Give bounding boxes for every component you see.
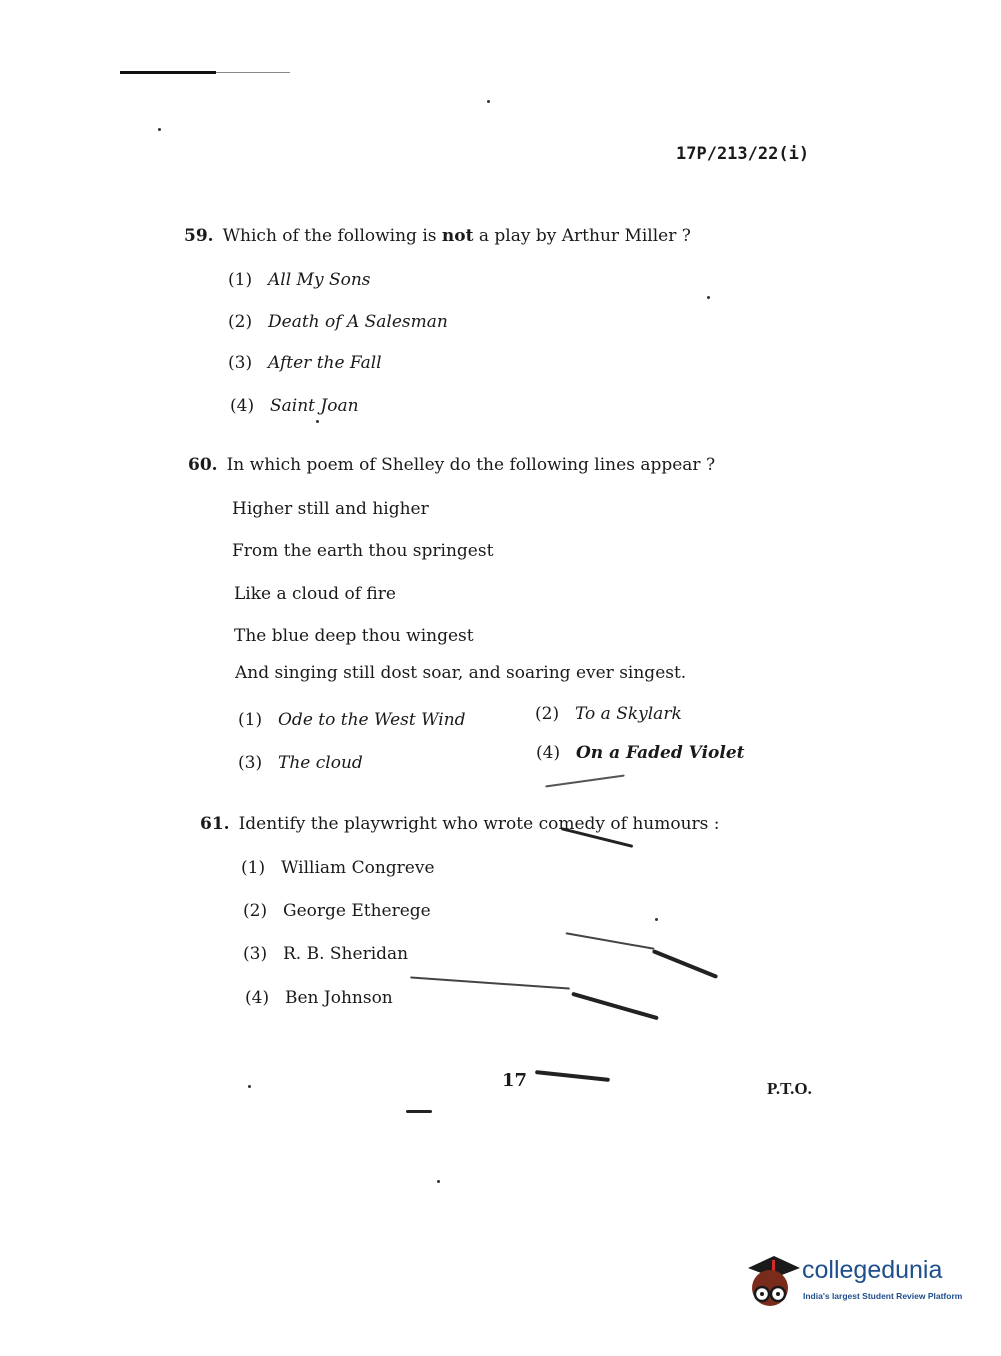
question-61 — [200, 814, 720, 834]
option — [238, 753, 363, 773]
option-text: All My Sons — [268, 270, 371, 290]
option-text: To a Skylark — [575, 704, 682, 724]
scan-mark — [545, 774, 624, 787]
scan-dot — [655, 918, 658, 921]
poem-line: Like a cloud of fire — [234, 584, 396, 604]
option-text: After the Fall — [268, 353, 382, 373]
option-index: (2) — [535, 704, 560, 724]
question-text-end: a play by Arthur Miller ? — [473, 226, 691, 246]
option-text: R. B. Sheridan — [283, 944, 409, 964]
option-index: (2) — [228, 312, 253, 332]
option-text: Ode to the West Wind — [278, 710, 466, 730]
scan-dot — [487, 100, 490, 103]
option-index: (1) — [228, 270, 253, 290]
option-index: (3) — [243, 944, 268, 964]
question-number: 61. — [200, 814, 230, 834]
option-index: (3) — [238, 753, 263, 773]
question-59 — [184, 226, 691, 246]
scan-mark — [652, 949, 718, 979]
question-text-start: Which of the following is — [222, 226, 442, 246]
option — [228, 312, 448, 332]
option — [536, 743, 745, 763]
scan-mark — [406, 1110, 432, 1113]
header-rule-thin — [216, 72, 290, 73]
question-60 — [188, 455, 715, 475]
option-text: Death of A Salesman — [268, 312, 448, 332]
option-text: On a Faded Violet — [576, 743, 745, 763]
question-number: 60. — [188, 455, 218, 475]
scan-dot — [316, 420, 319, 423]
option — [228, 353, 382, 373]
option-index: (1) — [238, 710, 263, 730]
option — [535, 704, 682, 724]
option-text: George Etherege — [283, 901, 431, 921]
scan-dot — [158, 128, 161, 131]
option-index: (4) — [536, 743, 561, 763]
option-text: Ben Johnson — [285, 988, 393, 1008]
page-number: 17 — [502, 1070, 528, 1091]
scan-dot — [248, 1085, 251, 1088]
scan-mark — [535, 1070, 610, 1082]
option — [230, 396, 359, 416]
scan-mark — [566, 932, 655, 950]
option-text: The cloud — [278, 753, 363, 773]
scan-dot — [707, 296, 710, 299]
header-rule — [120, 71, 216, 74]
poem-line: Higher still and higher — [232, 499, 429, 519]
option-index: (2) — [243, 901, 268, 921]
poem-line: From the earth thou springest — [232, 541, 494, 561]
question-text: In which poem of Shelley do the following lines appear ? — [226, 455, 716, 475]
collegedunia-watermark — [744, 1250, 970, 1312]
scan-mark — [410, 976, 570, 989]
mascot-logo-icon — [744, 1250, 802, 1312]
option — [243, 901, 431, 921]
option — [228, 270, 371, 290]
paper-code: 17P/213/22(i) — [676, 144, 810, 164]
option-index: (4) — [245, 988, 270, 1008]
pto-label: P.T.O. — [767, 1079, 812, 1098]
question-text: Identify the playwright who wrote comedy of humours : — [238, 814, 720, 834]
option — [241, 858, 435, 878]
poem-line: The blue deep thou wingest — [234, 626, 474, 646]
option-index: (3) — [228, 353, 253, 373]
option — [245, 988, 393, 1008]
scan-dot — [437, 1180, 440, 1183]
scan-mark — [571, 992, 659, 1021]
poem-line: And singing still dost soar, and soaring ever singest. — [235, 663, 687, 683]
question-text-emphasis: not — [441, 226, 474, 246]
option-index: (4) — [230, 396, 255, 416]
option — [243, 944, 408, 964]
option-index: (1) — [241, 858, 266, 878]
brand-name: collegedunia — [802, 1256, 943, 1284]
option — [238, 710, 466, 730]
question-number: 59. — [184, 226, 214, 246]
brand-tagline: India's largest Student Review Platform — [803, 1291, 963, 1301]
option-text: Saint Joan — [270, 396, 359, 416]
option-text: William Congreve — [281, 858, 435, 878]
